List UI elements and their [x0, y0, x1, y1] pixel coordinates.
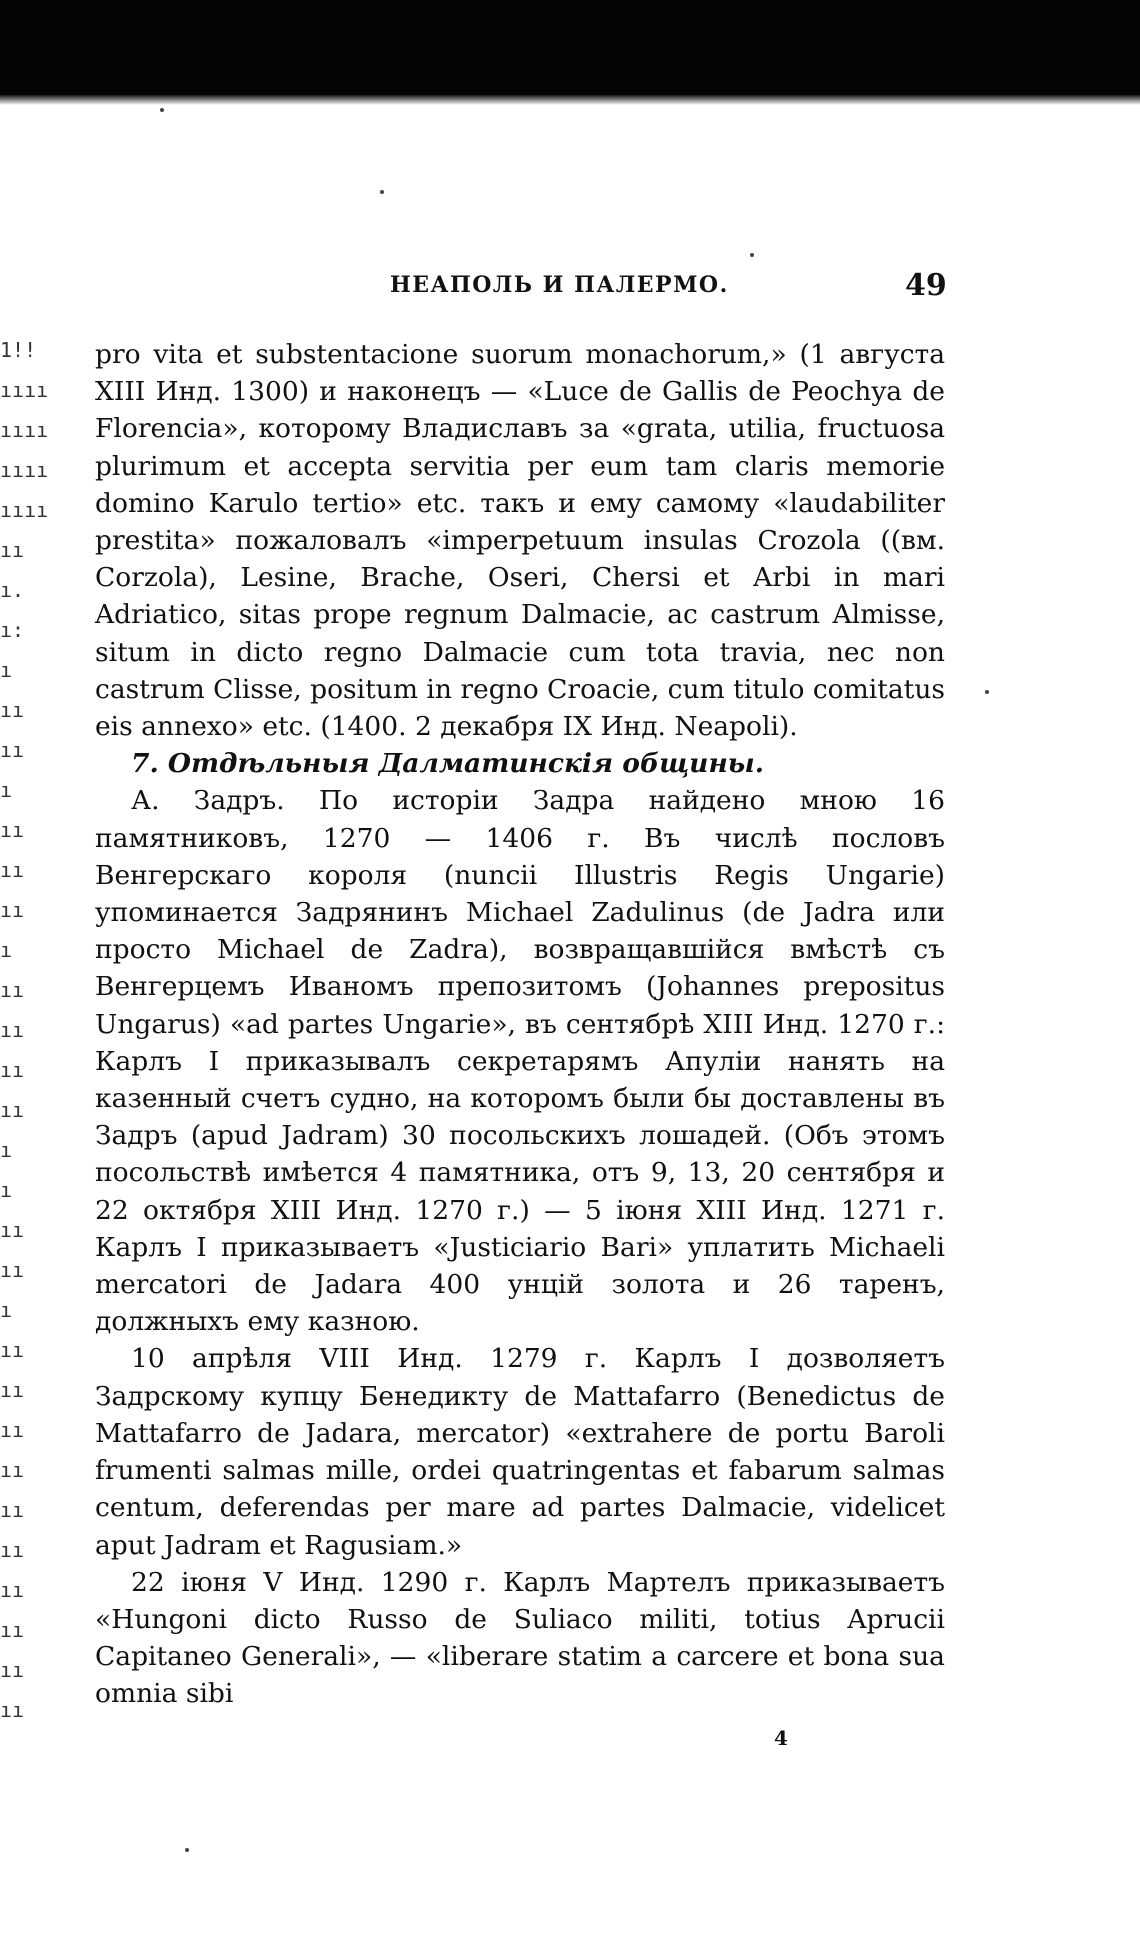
- paragraph-continuation: pro vita et substentacione suorum monachorum,» (1 августа XIII Инд. 1300) и наконецъ — «Luce de Gallis de Peochya de Florencia», которому Владиславъ за «grata, utilia, fructuosa plurimum et accepta servitia per eum tam claris memorie domino Karulo tertio» etc. такъ и ему самому «laudabiliter prestita» пожаловалъ «imperpetuum insulas Crozola ((вм. Corzola), Lesine, Brache, Oseri, Chersi et Arbi in mari Adriatico, sitas prope regnum Dalmacie, ac castrum Almisse, situm in dicto regno Dalmacie cum tota travia, nec non castrum Clisse, positum in regno Croacie, cum titulo comitatus eis annexo» etc. (1400. 2 декабря IX Инд. Neapoli).: [95, 339, 945, 743]
- page-number: 49: [905, 268, 947, 303]
- ink-speck: [185, 1848, 189, 1852]
- section-heading: 7. Отдѣльныя Далматинскія общины.: [131, 748, 764, 780]
- signature-mark: 4: [774, 1726, 788, 1750]
- ink-speck: [750, 253, 754, 257]
- ink-speck: [380, 190, 384, 194]
- ink-speck: [985, 690, 989, 694]
- body-text: [95, 336, 945, 1713]
- running-head: [0, 268, 1140, 303]
- paragraph-1279: 10 апрѣля VIII Инд. 1279 г. Карлъ I дозволяетъ Задрскому купцу Бенедикту de Mattafarro (Benedictus de Mattafarro de Jadara, mercator) «extrahere de portu Baroli frumenti salmas mille, ordei quatringentas et fabarum salmas centum, deferendas per mare ad partes Dalmacie, videlicet aput Jadram et Ragusiam.»: [95, 1343, 945, 1561]
- running-title: НЕАПОЛЬ И ПАЛЕРМО.: [390, 272, 729, 298]
- paragraph-zadar-intro: А. Задръ. По исторіи Задра найдено мною 16 памятниковъ, 1270 — 1406 г. Въ числѣ пословъ Венгерскаго короля (nuncii Illustris Regis Ungarie) упоминается Задрянинъ Michael Zadulinus (de Jadra или просто Michael de Zadra), возвращавшійся вмѣстѣ съ Венгерцемъ Иваномъ препозитомъ (Johannes prepositus Ungarus) «ad partes Ungarie», въ сентябрѣ XIII Инд. 1270 г.: Карлъ I приказывалъ секретарямъ Апуліи нанять на казенный счетъ судно, на которомъ были бы доставлены въ Задръ (apud Jadram) 30 посольскихъ лошадей. (Объ этомъ посольствѣ имѣется 4 памятника, отъ 9, 13, 20 сентября и 22 октября XIII Инд. 1270 г.) — 5 іюня XIII Инд. 1271 г. Карлъ I приказываетъ «Justiciario Bari» уплатить Michaeli mercatori de Jadara 400 унцій золота и 26 таренъ, должныхъ ему казною.: [95, 785, 945, 1338]
- scan-top-band: [0, 0, 1140, 95]
- margin-bleed-through: 1!! ıııı ıııı ıııı ıııı ıı ı. ı: ı ıı ıı ı ıı ıı ıı ı ıı ıı ıı ıı ı ı ıı ıı ı ıı ıı ıı ıı ıı ıı ıı ıı ıı ıı: [0, 338, 49, 1722]
- ink-speck: [160, 108, 164, 112]
- paragraph-1290: 22 іюня V Инд. 1290 г. Карлъ Мартелъ приказываетъ «Hungoni dicto Russo de Suliaco militi, totius Aprucii Capitaneo Generali», — «liberare statim a carcere et bona sua omnia sibi: [95, 1566, 945, 1710]
